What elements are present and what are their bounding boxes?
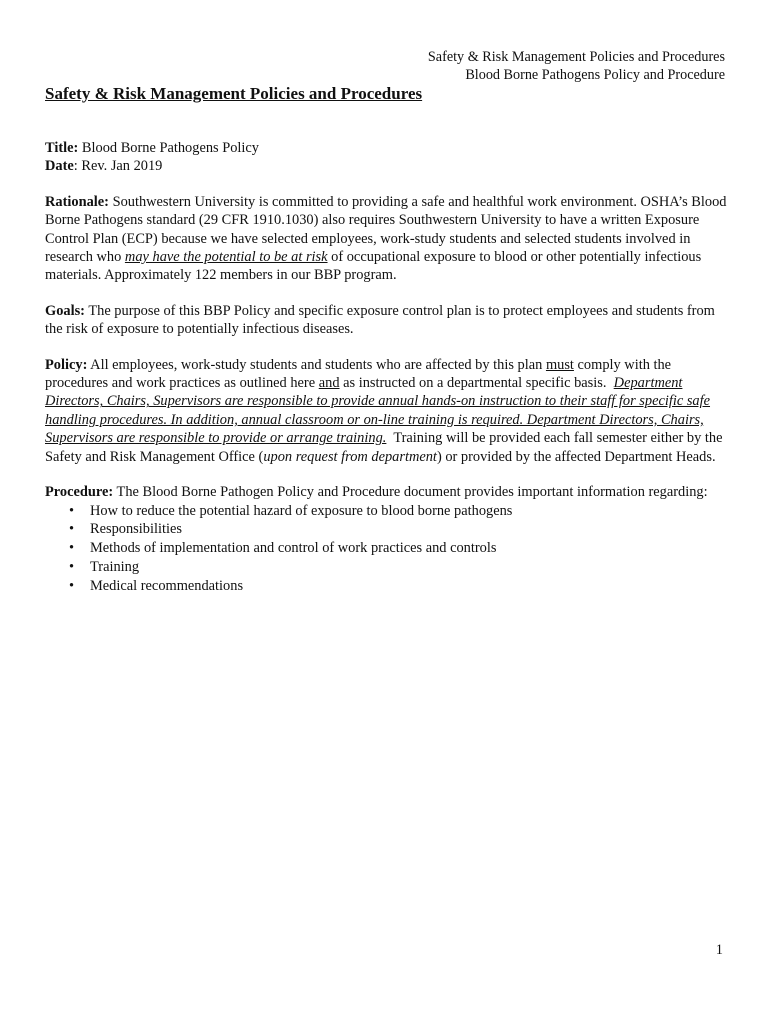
bullet-icon: •: [69, 540, 75, 557]
date-value: : Rev. Jan 2019: [73, 158, 163, 175]
procedure-paragraph: [45, 483, 730, 501]
bullet-icon: •: [69, 558, 75, 575]
rationale-emphasis: may have the potential to be at risk: [124, 249, 328, 266]
policy-text-b: comply with the procedures and work practices as outlined here: [45, 356, 672, 392]
procedure-label: Procedure:: [45, 484, 114, 501]
list-item: • How to reduce the potential hazard of exposure to blood borne pathogens: [69, 502, 513, 519]
list-item: • Medical recommendations: [69, 577, 244, 594]
document-title: Safety & Risk Management Policies and Procedures: [45, 84, 423, 103]
list-item: • Training: [69, 558, 140, 575]
policy-and: and: [318, 375, 340, 392]
policy-paragraph: [45, 356, 730, 466]
meta-block: [45, 139, 730, 176]
policy-must: must: [545, 356, 574, 373]
goals-paragraph: [45, 302, 730, 339]
list-item: • Responsibilities: [69, 521, 182, 538]
title-label: Title:: [45, 140, 79, 156]
rationale-label: Rationale:: [45, 193, 109, 210]
policy-text-a: All employees, work-study students and students who are affected by this plan: [90, 356, 543, 373]
bullet-icon: •: [69, 502, 75, 519]
meta-date-row: [45, 158, 162, 174]
page-number: 1: [715, 942, 723, 958]
policy-text-d: Training will be provided each fall semester either by the Safety and Risk Management Office (: [45, 430, 723, 465]
bullet-icon: •: [69, 521, 75, 538]
rationale-text-b: of occupational exposure to blood or other potentially infectious materials. Approximately 122 members in our BBP program.: [45, 249, 702, 284]
policy-text-e: ) or provided by the affected Department Heads.: [436, 448, 716, 465]
policy-text-c: as instructed on a departmental specific basis.: [343, 375, 607, 392]
running-header-line-1: Safety & Risk Management Policies and Procedures: [427, 49, 725, 65]
running-header: [428, 48, 725, 84]
rationale-text-a: Southwestern University is committed to providing a safe and healthful work environment. OSHA’s Blood Borne Pathogens standard (29 CFR 1910.1030) also requires Southwestern University to have a written Exposure Control Plan (ECP) because we have selected employees, work-study students and selected students involved in research who: [45, 193, 727, 266]
policy-italic: upon request from department: [263, 448, 437, 465]
list-item: • Methods of implementation and control of work practices and controls: [69, 540, 497, 557]
title-value: Blood Borne Pathogens Policy: [81, 140, 260, 156]
procedure-text: The Blood Borne Pathogen Policy and Procedure document provides important information regarding:: [116, 484, 708, 501]
procedure-list: [45, 502, 730, 596]
goals-text: The purpose of this BBP Policy and specific exposure control plan is to protect employees and students from the risk of exposure to potentially infectious diseases.: [45, 302, 715, 338]
running-header-line-2: Blood Borne Pathogens Policy and Procedure: [465, 67, 725, 83]
bullet-icon: •: [69, 577, 75, 594]
goals-label: Goals:: [45, 302, 85, 319]
meta-title-row: [45, 140, 259, 156]
date-label: Date: [45, 158, 74, 175]
rationale-paragraph: [45, 193, 730, 285]
policy-emphasis: Department Directors, Chairs, Supervisors are responsible to provide annual hands-on instruction to their staff for specific safe handling procedures. In addition, annual classroom or on-line training is required. Department Directors, Chairs, Supervisors are responsible to provide or arrange training.: [45, 375, 711, 447]
document-body: [45, 139, 730, 595]
policy-label: Policy:: [45, 356, 88, 373]
